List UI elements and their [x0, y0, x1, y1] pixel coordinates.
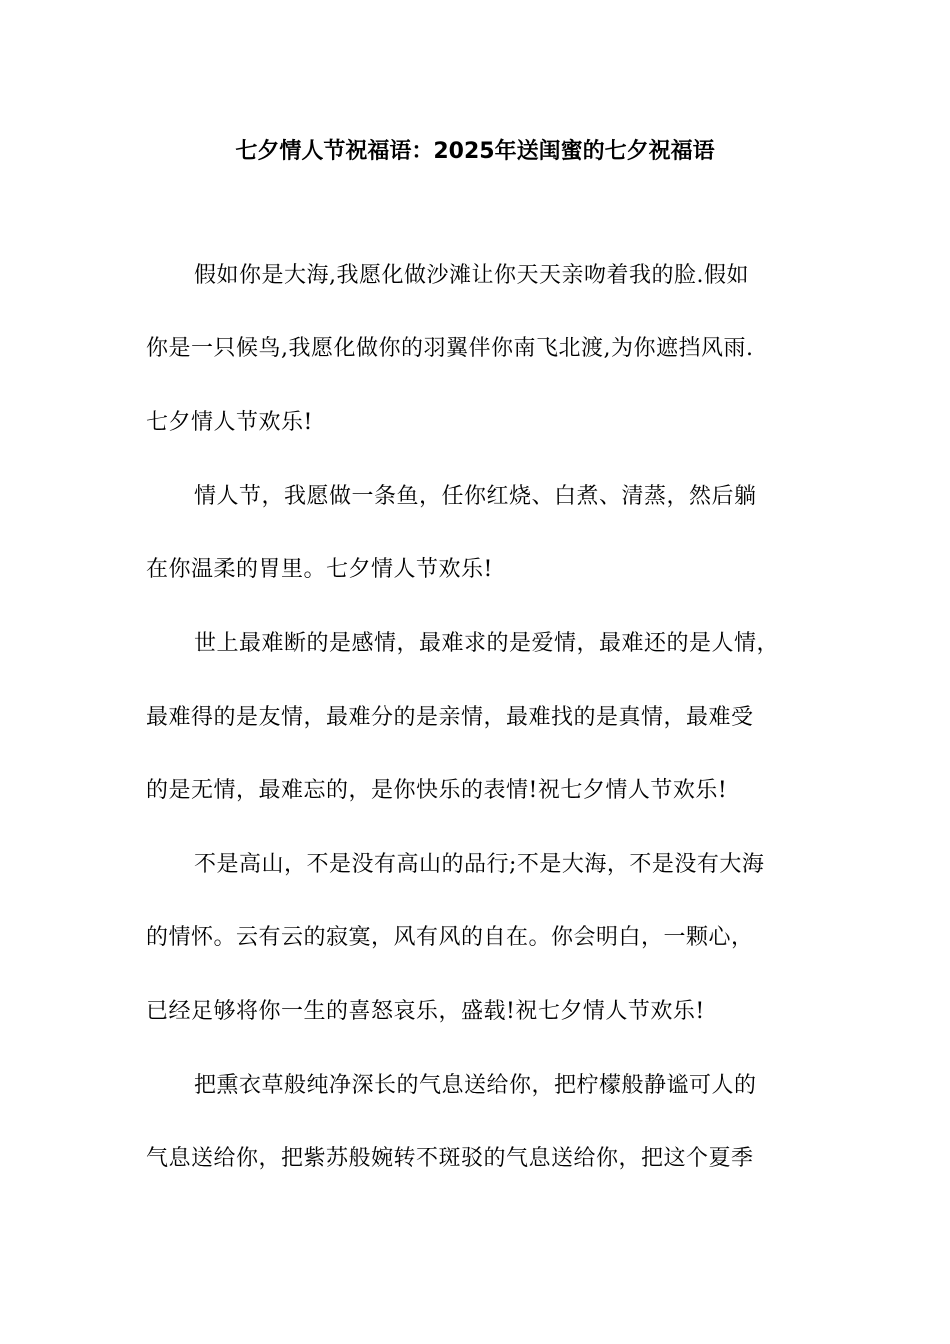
paragraph-3-line-1: 世上最难断的是感情，最难求的是爱情，最难还的是人情， [194, 631, 780, 656]
document-title: 七夕情人节祝福语：2025年送闺蜜的七夕祝福语 [235, 139, 715, 164]
paragraph-4-line-1: 不是高山，不是没有高山的品行;不是大海，不是没有大海 [194, 852, 765, 877]
paragraph-2-line-2: 在你温柔的胃里。七夕情人节欢乐! [146, 557, 493, 582]
paragraph-4-line-2: 的情怀。云有云的寂寞，风有风的自在。你会明白，一颗心， [146, 925, 754, 950]
paragraph-3-line-2: 最难得的是友情，最难分的是亲情，最难找的是真情，最难受 [146, 705, 754, 730]
paragraph-4-line-3: 已经足够将你一生的喜怒哀乐，盛载!祝七夕情人节欢乐! [146, 999, 705, 1024]
paragraph-1-line-1: 假如你是大海,我愿化做沙滩让你天天亲吻着我的脸.假如 [194, 263, 749, 288]
paragraph-5-line-1: 把熏衣草般纯净深长的气息送给你，把柠檬般静谧可人的 [194, 1073, 757, 1098]
paragraph-5-line-2: 气息送给你，把紫苏般婉转不斑驳的气息送给你，把这个夏季 [146, 1146, 754, 1171]
paragraph-2-line-1: 情人节，我愿做一条鱼，任你红烧、白煮、清蒸，然后躺 [194, 484, 757, 509]
paragraph-1-line-3: 七夕情人节欢乐! [146, 410, 313, 435]
paragraph-3-line-3: 的是无情，最难忘的，是你快乐的表情!祝七夕情人节欢乐! [146, 778, 728, 803]
paragraph-1-line-2: 你是一只候鸟,我愿化做你的羽翼伴你南飞北渡,为你遮挡风雨. [146, 336, 754, 361]
